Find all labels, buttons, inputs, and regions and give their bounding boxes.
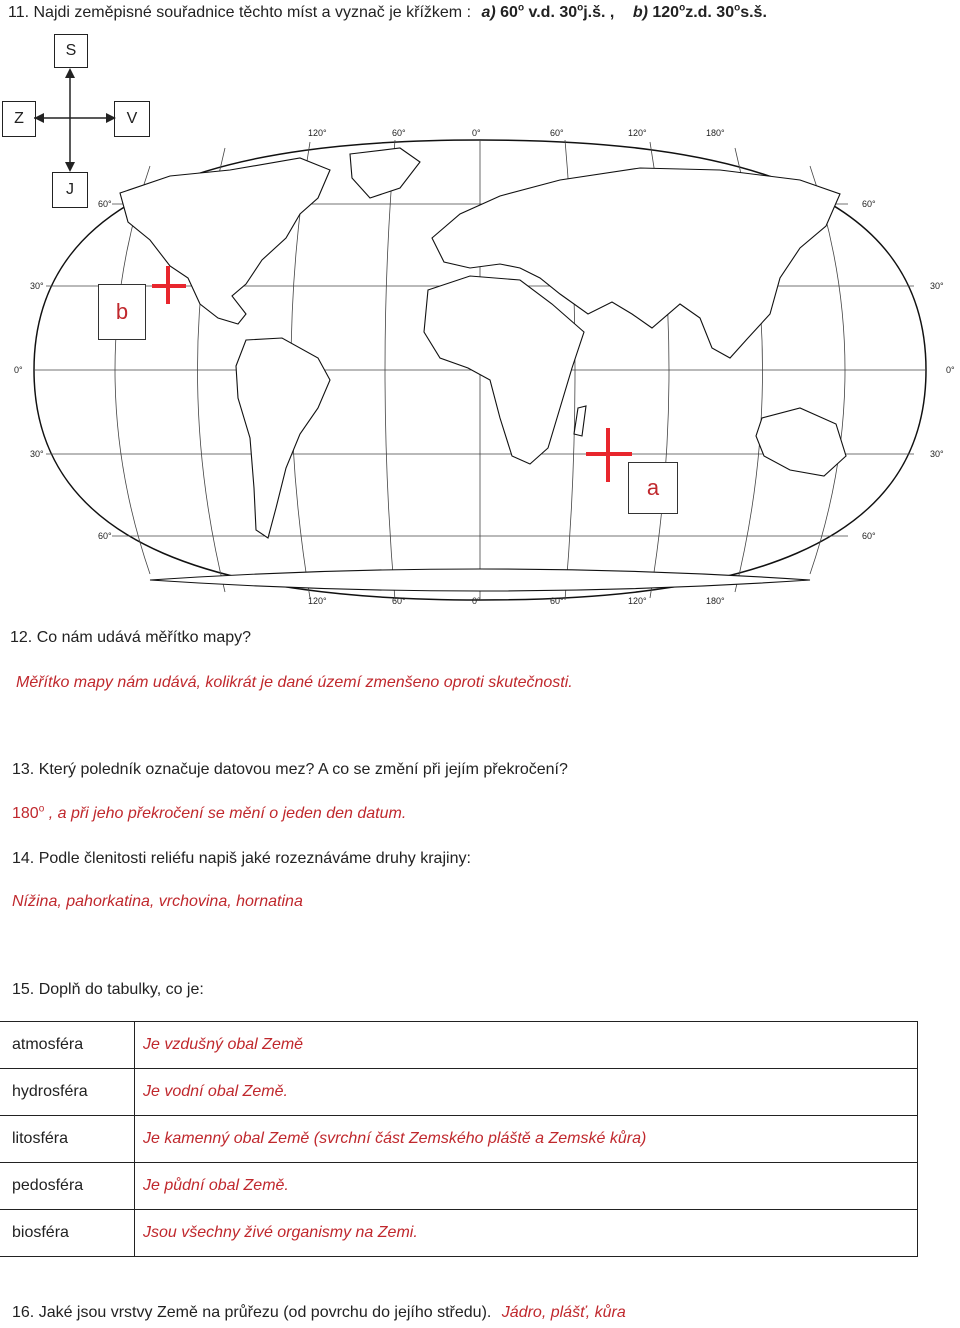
coord-a: 60$^o$ v.d. 30$^o$j.š. , (500, 2, 615, 21)
question-11-text: 11. Najdi zeměpisné souřadnice těchto míst a vyznač je křížkem : (8, 4, 472, 21)
cross-marker-a (586, 428, 632, 482)
table-row (0, 1069, 918, 1116)
table-row (0, 1116, 918, 1163)
row-term: hydrosféra (0, 1069, 135, 1116)
lat-right-4: 60° (862, 531, 876, 541)
lon-top-0: 120° (308, 128, 327, 138)
answer-14: Nížina, pahorkatina, vrchovina, hornatina (12, 893, 303, 910)
marker-label-b: b (98, 284, 146, 340)
lat-right-1: 30° (930, 281, 944, 291)
compass-arrows (34, 66, 118, 174)
row-term: litosféra (0, 1116, 135, 1163)
bottom-longitude-labels (308, 596, 725, 606)
coord-a-label: a) (481, 4, 496, 21)
question-15: 15. Doplň do tabulky, co je: (12, 981, 204, 998)
lat-right-0: 60° (862, 199, 876, 209)
lon-top-3: 60° (550, 128, 564, 138)
earth-spheres-table (0, 1021, 918, 1257)
continents (120, 148, 846, 591)
lon-bottom-5: 180° (706, 596, 725, 606)
lon-top-4: 120° (628, 128, 647, 138)
marker-label-a: a (628, 462, 678, 514)
top-longitude-labels (308, 128, 725, 138)
lon-bottom-4: 120° (628, 596, 647, 606)
antarctica (150, 569, 810, 591)
row-term: biosféra (0, 1210, 135, 1257)
row-term: atmosféra (0, 1022, 135, 1069)
table-row (0, 1163, 918, 1210)
lon-top-2: 0° (472, 128, 481, 138)
row-definition: Je kamenný obal Země (svrchní část Zemského pláště a Zemské kůra) (135, 1116, 918, 1163)
table-row (0, 1022, 918, 1069)
question-16-text: 16. Jaké jsou vrstvy Země na průřezu (od povrchu do jejího středu). (12, 1304, 492, 1321)
row-definition: Je vzdušný obal Země (135, 1022, 918, 1069)
coord-b: 120$^o$z.d. 30$^o$s.š. (652, 2, 767, 21)
lon-bottom-3: 60° (550, 596, 564, 606)
answer-13: 180$^o$ , a při jeho překročení se mění o jeden den datum. (12, 803, 407, 822)
coord-b-label: b) (632, 4, 648, 21)
lon-top-1: 60° (392, 128, 406, 138)
row-definition: Je vodní obal Země. (135, 1069, 918, 1116)
compass-north: S (54, 34, 88, 68)
world-map (0, 118, 960, 612)
lat-right-2: 0° (946, 365, 955, 375)
question-14: 14. Podle členitosti reliéfu napiš jaké rozeznáváme druhy krajiny: (12, 850, 471, 867)
table-row (0, 1210, 918, 1257)
answer-16: Jádro, plášť, kůra (501, 1304, 626, 1321)
question-12: 12. Co nám udává měřítko mapy? (10, 629, 252, 646)
australia (756, 408, 846, 476)
greenland (350, 148, 420, 198)
lon-bottom-2: 0° (472, 596, 481, 606)
compass-south: J (52, 172, 88, 208)
lat-left-3: 30° (30, 449, 44, 459)
lat-left-1: 30° (30, 281, 44, 291)
question-16 (12, 1304, 626, 1322)
lat-left-4: 60° (98, 531, 112, 541)
lon-top-5: 180° (706, 128, 725, 138)
row-definition: Jsou všechny živé organismy na Zemi. (135, 1210, 918, 1257)
lat-left-0: 60° (98, 199, 112, 209)
madagascar (574, 406, 586, 436)
row-definition: Je půdní obal Země. (135, 1163, 918, 1210)
compass-west: Z (2, 101, 36, 137)
question-13: 13. Který poledník označuje datovou mez? A co se změní při jejím překročení? (12, 761, 568, 778)
north-america (120, 158, 330, 324)
compass-east: V (114, 101, 150, 137)
south-america (236, 338, 330, 538)
lat-right-3: 30° (930, 449, 944, 459)
lon-bottom-1: 60° (392, 596, 406, 606)
lat-left-2: 0° (14, 365, 23, 375)
answer-12: Měřítko mapy nám udává, kolikrát je dané území zmenšeno oproti skutečnosti. (16, 674, 573, 691)
lon-bottom-0: 120° (308, 596, 327, 606)
row-term: pedosféra (0, 1163, 135, 1210)
question-11 (8, 4, 767, 22)
